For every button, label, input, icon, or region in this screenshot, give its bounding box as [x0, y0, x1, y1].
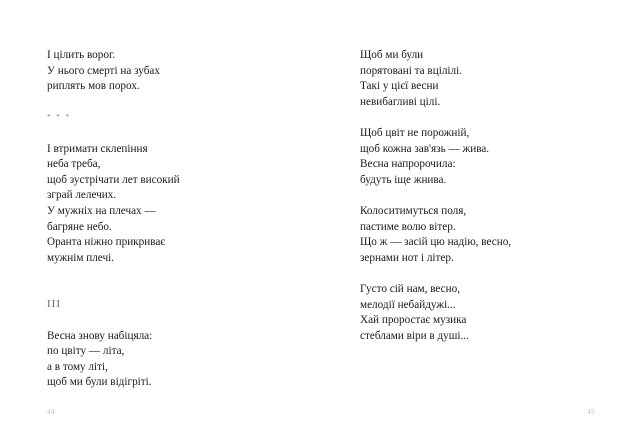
stanza-separator: * * *: [47, 113, 71, 122]
poem-line: Щоб ми були: [360, 49, 424, 61]
poem-line: Весна напророчила:: [360, 158, 456, 171]
poem-line: мужнім плечі.: [47, 251, 115, 264]
poem-line: невибагливі цілі.: [360, 95, 441, 108]
poem-line: будуть іще жнива.: [360, 173, 447, 186]
poem-line: щоб ми були відігріті.: [47, 376, 152, 389]
left-poem-column: [47, 48, 180, 406]
poem-line: пастиме волю вітер.: [360, 220, 456, 233]
right-stanza-1: [360, 48, 511, 110]
right-stanza-3: [360, 204, 511, 266]
poem-line: Колоситимуться поля,: [360, 204, 467, 217]
poem-line: Такі у цієї весни: [360, 80, 439, 93]
poem-line: порятовані та вцілілі.: [360, 64, 462, 77]
poem-line: У нього смерті на зубах: [47, 64, 160, 77]
poem-line: мелодії небайдужі...: [360, 298, 456, 311]
poem-line: Густо сій нам, весно,: [360, 282, 461, 295]
right-stanza-4: [360, 282, 511, 344]
left-stanza-2: [47, 142, 180, 267]
poem-line: а в тому літі,: [47, 360, 108, 373]
section-heading: III: [47, 298, 61, 311]
right-poem-column: [360, 48, 511, 360]
poem-line: зграй лелечих.: [47, 189, 117, 202]
poem-line: зернами нот і літер.: [360, 251, 454, 264]
right-stanza-2: [360, 126, 511, 188]
page-number-left: 44: [47, 408, 55, 416]
poem-line: щоб кожна зав'язь — жива.: [360, 142, 490, 155]
poem-line: щоб зустрічати лет високий: [47, 173, 180, 186]
poem-line: І втримати склепіння: [47, 142, 148, 155]
poem-line: Що ж — засій цю надію, весно,: [360, 236, 512, 249]
poem-line: Оранта ніжно прикриває: [47, 236, 166, 249]
poem-line: Весна знову набіцяла:: [47, 329, 153, 342]
right-page: [320, 0, 640, 435]
poem-line: багряне небо.: [47, 220, 112, 233]
left-stanza-1: [47, 48, 180, 95]
poem-line: стеблами віри в душі...: [360, 329, 469, 342]
poem-line: І цілить ворог.: [47, 49, 116, 61]
poem-line: У мужніх на плечах —: [47, 204, 156, 217]
poem-line: неба треба,: [47, 158, 101, 171]
poem-line: по цвіту — літа,: [47, 345, 125, 358]
poem-line: Хай проростає музика: [360, 314, 467, 327]
page-number-right: 45: [587, 408, 595, 416]
poem-line: Щоб цвіт не порожній,: [360, 126, 470, 139]
left-stanza-3: [47, 329, 180, 391]
poem-line: риплять мов порох.: [47, 80, 140, 93]
